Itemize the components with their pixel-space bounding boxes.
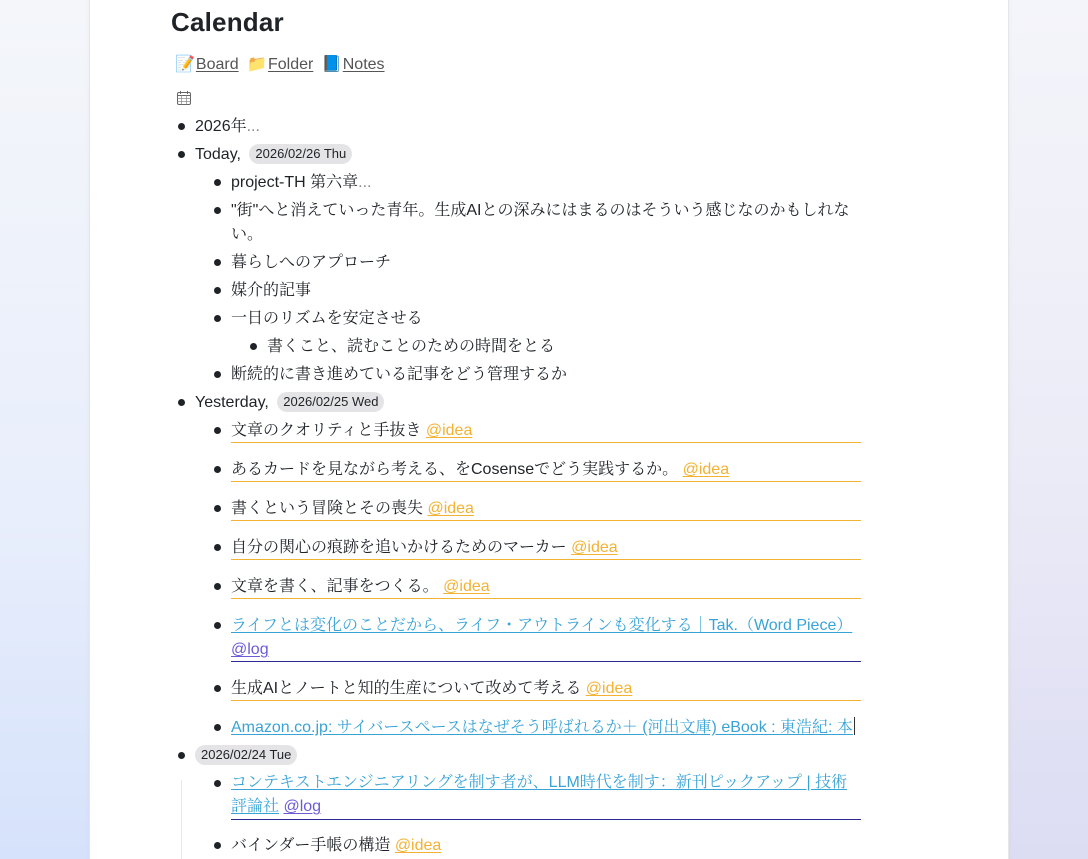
external-link[interactable]: ライフとは変化のことだから、ライフ・アウトラインも変化する｜Tak.（Word Piece） — [231, 617, 853, 634]
yesterday-label: Yesterday, — [195, 394, 269, 411]
bullet — [214, 315, 221, 322]
indent-guide — [181, 780, 182, 859]
bullet — [214, 583, 221, 590]
list-item[interactable]: 文章のクオリティと手抜き @idea — [231, 422, 473, 439]
background-right — [1008, 0, 1088, 859]
log-underline — [231, 661, 861, 662]
folder-icon: 📁 — [247, 56, 267, 73]
date-badge[interactable]: 2026/02/24 Tue — [195, 745, 297, 765]
page-card — [89, 0, 1009, 859]
list-item[interactable]: あるカードを見ながら考える、をCosenseでどう実践するか。 @idea — [231, 461, 730, 478]
list-item[interactable] — [231, 771, 861, 819]
text-cursor — [854, 717, 855, 735]
bullet — [214, 780, 221, 787]
log-underline — [231, 819, 861, 820]
idea-underline — [231, 700, 861, 701]
bullet — [178, 752, 185, 759]
nav-link-board[interactable]: Board — [195, 56, 239, 73]
bullet — [214, 842, 221, 849]
list-item-yesterday[interactable] — [195, 391, 384, 415]
log-tag[interactable]: @log — [231, 641, 269, 658]
nav-link-folder[interactable]: Folder — [268, 56, 314, 73]
bullet — [214, 544, 221, 551]
list-item[interactable]: 書くという冒険とその喪失 @idea — [231, 500, 474, 517]
page-title: Calendar — [171, 7, 284, 37]
bullet — [214, 505, 221, 512]
list-item[interactable]: 一日のリズムを安定させる — [231, 310, 423, 327]
bullet — [214, 287, 221, 294]
date-badge-yesterday[interactable]: 2026/02/25 Wed — [277, 392, 384, 412]
bullet — [214, 466, 221, 473]
bullet — [214, 427, 221, 434]
list-item[interactable]: 自分の関心の痕跡を追いかけるためのマーカー @idea — [231, 539, 618, 556]
idea-tag[interactable]: @idea — [585, 680, 633, 697]
idea-underline — [231, 598, 861, 599]
list-item[interactable] — [231, 614, 852, 638]
external-link[interactable]: Amazon.co.jp: サイバースペースはなぜそう呼ばれるか＋ (河出文庫) eBook : 東浩紀: 本 — [231, 719, 853, 736]
list-item[interactable]: project-TH 第六章... — [231, 174, 372, 191]
today-label: Today, — [195, 146, 241, 163]
book-icon: 📘 — [321, 56, 342, 73]
idea-tag[interactable]: @idea — [427, 500, 474, 517]
nav-links — [175, 54, 389, 74]
bullet — [214, 371, 221, 378]
bullet — [178, 151, 185, 158]
list-item[interactable]: 書くこと、読むことのための時間をとる — [267, 338, 556, 355]
idea-tag[interactable]: @idea — [682, 461, 730, 478]
list-item-today[interactable] — [195, 143, 352, 167]
idea-underline — [231, 520, 861, 521]
list-item[interactable]: 媒介的記事 — [231, 282, 312, 299]
list-item[interactable]: 文章を書く、記事をつくる。 @idea — [231, 578, 490, 595]
bullet — [214, 685, 221, 692]
idea-tag[interactable]: @idea — [394, 837, 442, 854]
background-left — [0, 0, 90, 859]
nav-link-notes[interactable]: Notes — [342, 56, 385, 73]
list-item[interactable]: 断続的に書き進めている記事をどう管理するか — [231, 366, 568, 383]
bullet — [214, 179, 221, 186]
list-item[interactable]: "街"へと消えていった青年。生成AIとの深みにはまるのはそういう感じなのかもしれない。 — [231, 202, 850, 243]
bullet — [214, 259, 221, 266]
list-item[interactable]: 生成AIとノートと知的生産について改めて考える @idea — [231, 680, 633, 697]
list-item-tag-line — [231, 638, 269, 662]
list-item[interactable] — [231, 716, 855, 740]
idea-underline — [231, 442, 861, 443]
idea-underline — [231, 481, 861, 482]
date-badge-today[interactable]: 2026/02/26 Thu — [249, 144, 352, 164]
list-item-year[interactable]: 2026年... — [195, 118, 260, 135]
idea-tag[interactable]: @idea — [425, 422, 473, 439]
bullet — [214, 724, 221, 731]
list-item[interactable]: バインダー手帳の構造 @idea — [231, 837, 442, 854]
idea-tag[interactable]: @idea — [571, 539, 618, 556]
calendar-icon[interactable] — [177, 91, 191, 105]
bullet — [214, 622, 221, 629]
bullet — [250, 343, 257, 350]
bullet — [178, 123, 185, 130]
list-item[interactable]: 暮らしへのアプローチ — [231, 254, 392, 271]
idea-underline — [231, 559, 861, 560]
log-tag[interactable]: @log — [283, 798, 322, 815]
bullet — [178, 399, 185, 406]
memo-icon: 📝 — [175, 56, 195, 73]
list-item-day[interactable] — [195, 744, 297, 768]
external-link[interactable]: コンテキストエンジニアリングを制す者が、LLM時代を制す：新刊ピックアップ | 技術評論社 — [231, 774, 848, 815]
idea-tag[interactable]: @idea — [443, 578, 490, 595]
bullet — [214, 207, 221, 214]
